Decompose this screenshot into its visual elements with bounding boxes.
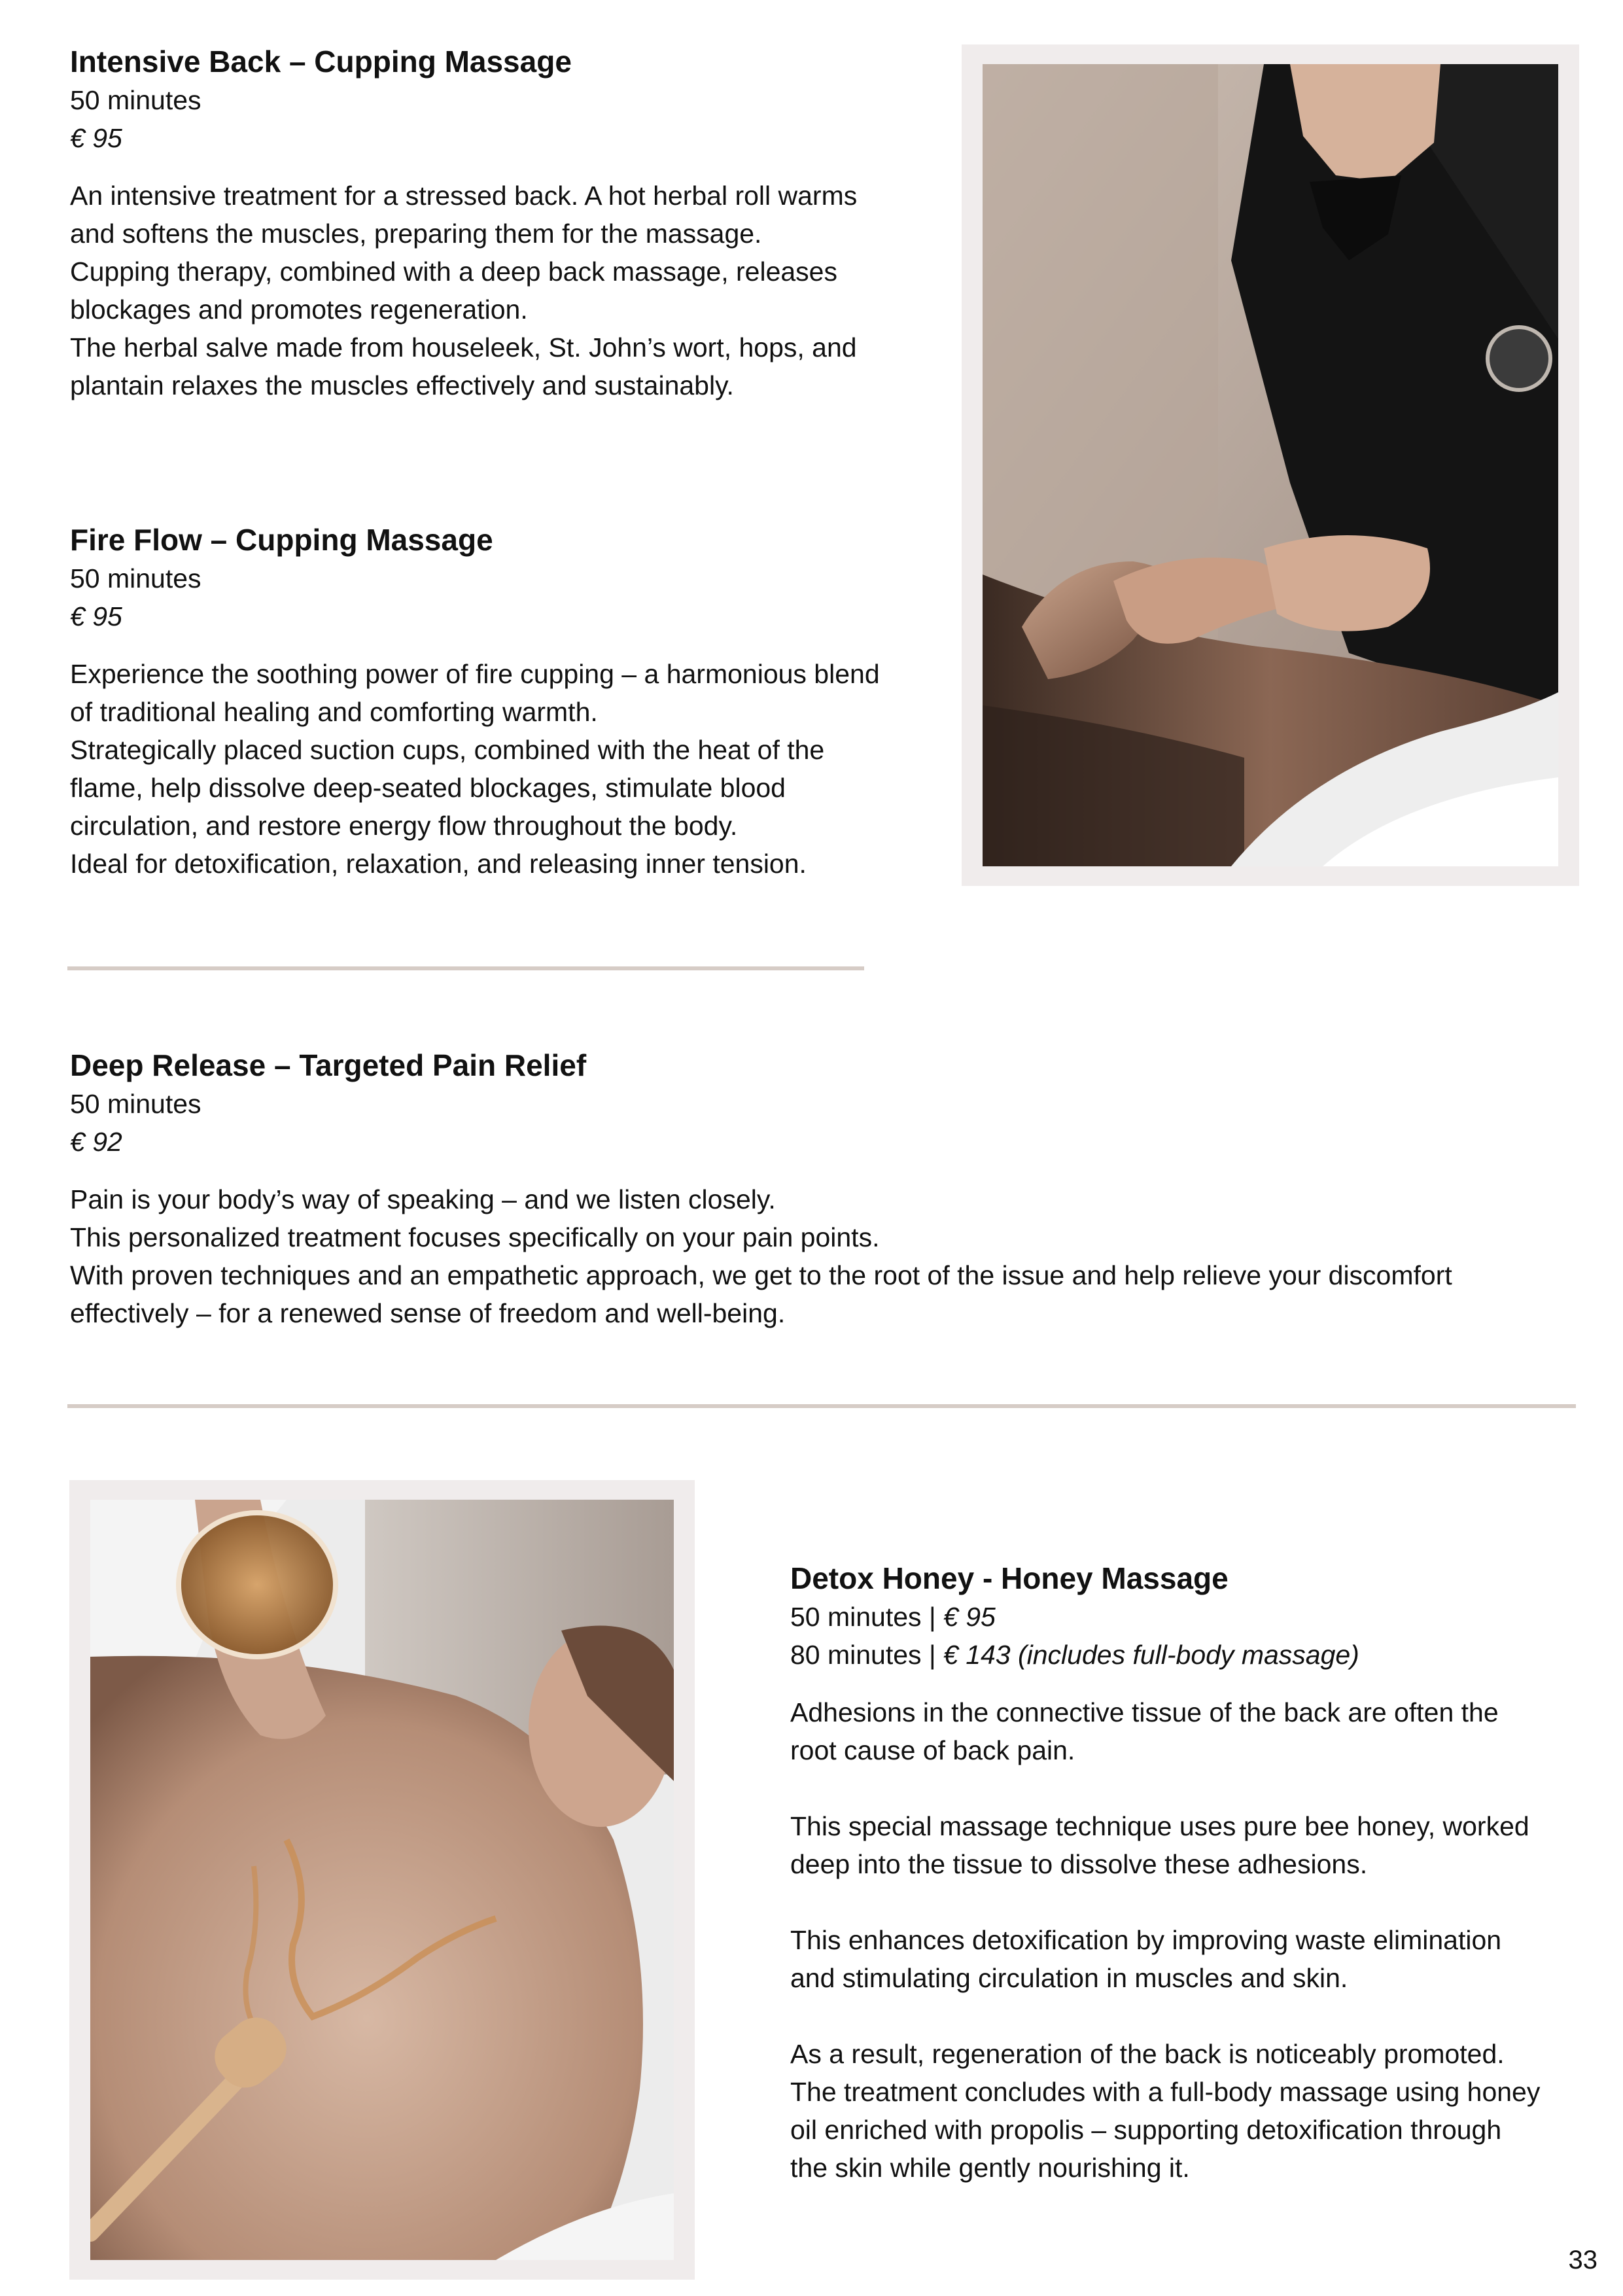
treatment-duration: 50 minutes [70, 85, 201, 115]
description-line: This personalized treatment focuses specifically on your pain points. [70, 1222, 880, 1252]
description-line: deep into the tissue to dissolve these adhesions. [790, 1849, 1368, 1879]
description-line: oil enriched with propolis – supporting detoxification through [790, 2115, 1502, 2145]
description-line: the skin while gently nourishing it. [790, 2153, 1190, 2183]
description-line: blockages and promotes regeneration. [70, 294, 528, 325]
description-line: Adhesions in the connective tissue of the back are often the [790, 1697, 1499, 1727]
massage-photo [983, 64, 1558, 866]
honey-photo [90, 1500, 674, 2260]
description-line: and stimulating circulation in muscles and skin. [790, 1963, 1348, 1993]
massage-illustration [983, 64, 1558, 866]
treatment-detox-honey [790, 1559, 1575, 2187]
description-line: root cause of back pain. [790, 1735, 1075, 1765]
treatment-description [70, 177, 920, 404]
description-line: The treatment concludes with a full-body massage using honey [790, 2077, 1541, 2107]
treatment-title: Detox Honey - Honey Massage [790, 1561, 1229, 1595]
description-line: Pain is your body’s way of speaking – and we listen closely. [70, 1184, 776, 1214]
treatment-duration: 50 minutes [70, 1089, 201, 1119]
page-number: 33 [1568, 2246, 1597, 2274]
description-line: Strategically placed suction cups, combined with the heat of the [70, 735, 825, 765]
paragraph-gap [790, 1883, 1575, 1921]
treatment-title: Fire Flow – Cupping Massage [70, 523, 493, 557]
treatment-price: € 95 [70, 123, 122, 153]
description-line: An intensive treatment for a stressed back. A hot herbal roll warms [70, 181, 858, 211]
paragraph-gap [790, 1769, 1575, 1807]
description-line: circulation, and restore energy flow throughout the body. [70, 811, 738, 841]
treatment-fire-flow [70, 520, 920, 883]
option-price: € 143 (includes full-body massage) [943, 1640, 1359, 1670]
description-line: This enhances detoxification by improving waste elimination [790, 1925, 1502, 1955]
description-line: As a result, regeneration of the back is noticeably promoted. [790, 2039, 1505, 2069]
description-line: With proven techniques and an empathetic approach, we get to the root of the issue and help relieve your discomfort [70, 1260, 1452, 1290]
massage-photo-frame [962, 44, 1579, 886]
option-duration: 80 minutes | [790, 1640, 943, 1670]
treatment-intensive-back [70, 42, 920, 404]
treatment-title: Intensive Back – Cupping Massage [70, 44, 572, 79]
description-line: Ideal for detoxification, relaxation, and releasing inner tension. [70, 849, 807, 879]
honey-photo-frame [69, 1480, 695, 2280]
treatment-description [70, 1180, 1575, 1332]
treatment-title: Deep Release – Targeted Pain Relief [70, 1048, 587, 1082]
treatment-deep-release [70, 1046, 1575, 1332]
description-line: Cupping therapy, combined with a deep back massage, releases [70, 256, 837, 287]
description-line: effectively – for a renewed sense of freedom and well-being. [70, 1298, 786, 1328]
treatment-description [790, 1693, 1575, 2187]
option-duration: 50 minutes | [790, 1602, 943, 1632]
description-line: This special massage technique uses pure bee honey, worked [790, 1811, 1529, 1841]
honey-illustration [90, 1500, 674, 2260]
description-line: plantain relaxes the muscles effectively and sustainably. [70, 370, 734, 400]
treatment-duration: 50 minutes [70, 563, 201, 593]
description-line: of traditional healing and comforting warmth. [70, 697, 598, 727]
section-divider [67, 1404, 1576, 1408]
treatment-price: € 92 [70, 1127, 122, 1157]
description-line: flame, help dissolve deep-seated blockages, stimulate blood [70, 773, 786, 803]
treatment-price: € 95 [70, 601, 122, 631]
treatment-option-80 [790, 1636, 1575, 1674]
description-line: The herbal salve made from houseleek, St. John’s wort, hops, and [70, 332, 857, 362]
paragraph-gap [790, 1997, 1575, 2035]
option-price: € 95 [943, 1602, 996, 1632]
treatment-option-50 [790, 1598, 1575, 1636]
treatment-description [70, 655, 920, 883]
description-line: and softens the muscles, preparing them for the massage. [70, 219, 762, 249]
description-line: Experience the soothing power of fire cupping – a harmonious blend [70, 659, 880, 689]
section-divider [67, 966, 864, 970]
